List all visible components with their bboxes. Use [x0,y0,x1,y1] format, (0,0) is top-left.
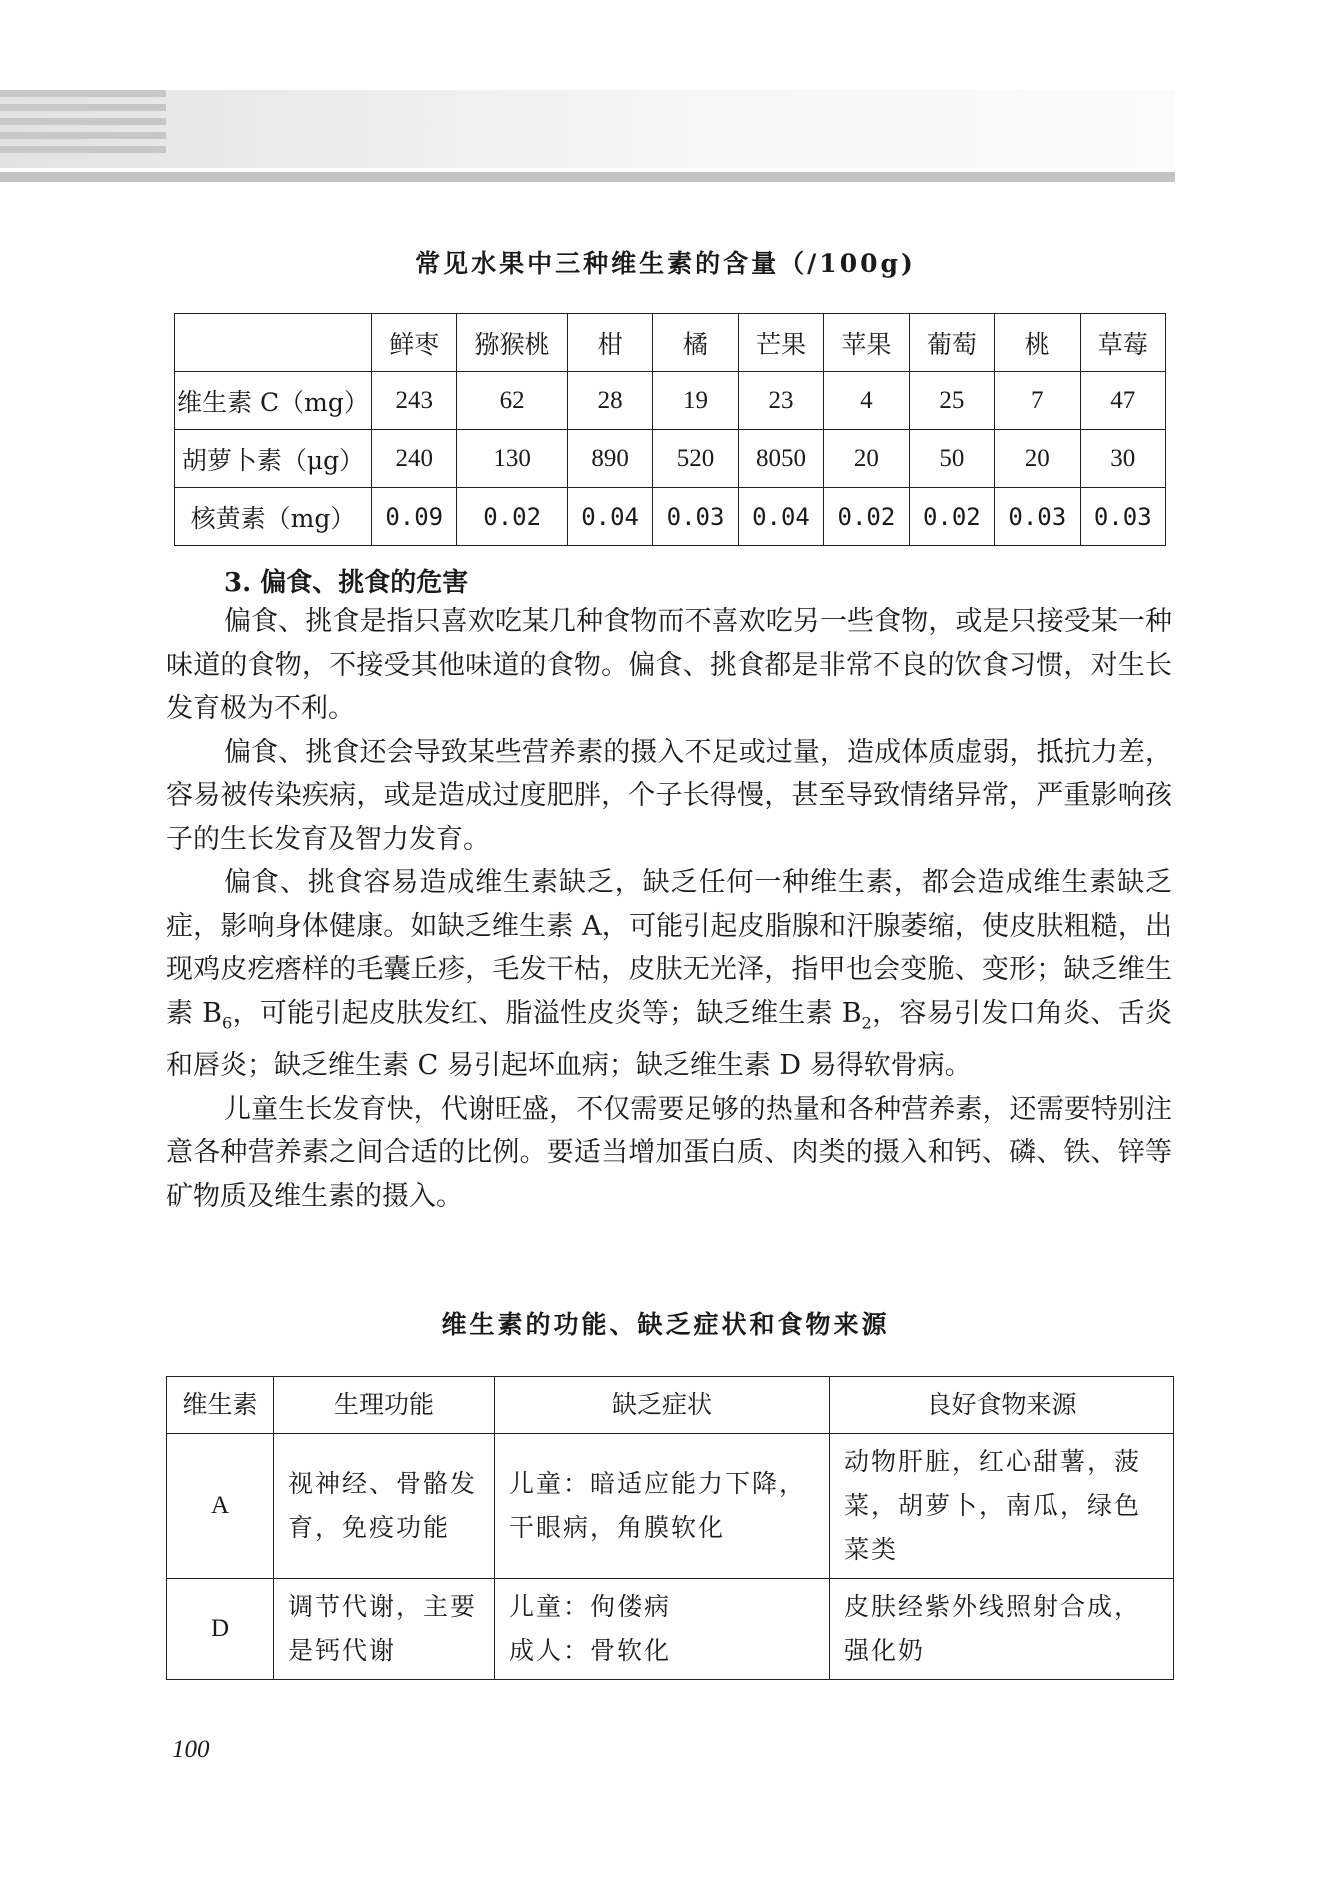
subscript: 2 [861,1012,872,1032]
vitamin-name: A [167,1434,274,1579]
source-cell: 动物肝脏，红心甜薯，菠菜，胡萝卜，南瓜，绿色菜类 [830,1434,1174,1579]
table1-corner [175,314,372,372]
header-rule [0,172,1175,182]
table-cell: 0.09 [372,488,457,546]
table-cell: 25 [909,372,994,430]
table-cell: 8050 [738,430,823,488]
table-cell: 0.04 [567,488,652,546]
page-number: 100 [172,1736,210,1763]
deficiency-cell [495,1434,830,1579]
vitamin-name: D [167,1579,274,1680]
table-cell: 30 [1080,430,1165,488]
table-cell: 520 [653,430,738,488]
table-cell: 130 [457,430,567,488]
col-header: 良好食物来源 [830,1377,1174,1434]
table-cell: 19 [653,372,738,430]
col-header: 芒果 [738,314,823,372]
row-header: 维生素 C（mg） [175,372,372,430]
paragraph-segment: 偏食、挑食容易造成维生素缺乏，缺乏任何一种维生素，都会造成维生素缺乏症，影响身体健康。如缺乏维生素 A，可能引起皮脂腺和汗腺萎缩，使皮肤粗糙，出现鸡皮疙瘩样的毛囊丘疹，毛发干枯，皮肤无光泽，指甲也会变脆、变形；缺乏维生素 B [166,867,1172,1029]
table-cell: 0.03 [653,488,738,546]
col-header: 柑 [567,314,652,372]
table1-caption: 常见水果中三种维生素的含量（/100g) [415,249,916,278]
vitamin-content-table [174,313,1166,546]
col-header: 维生素 [167,1377,274,1434]
table2-caption: 维生素的功能、缺乏症状和食物来源 [441,1310,890,1339]
table-cell: 0.02 [824,488,909,546]
col-header: 猕猴桃 [457,314,567,372]
deficiency-line: 干眼病，角膜软化 [509,1513,726,1542]
deficiency-line: 儿童：佝偻病 [509,1592,672,1621]
table-cell: 0.03 [995,488,1080,546]
table-cell: 243 [372,372,457,430]
col-header: 葡萄 [909,314,994,372]
header-stripes [0,90,166,160]
deficiency-line: 成人：骨软化 [509,1636,672,1665]
table-cell: 62 [457,372,567,430]
col-header: 苹果 [824,314,909,372]
paragraph-segment: ，可能引起皮肤发红、脂溢性皮炎等；缺乏维生素 B [232,997,862,1029]
table-cell: 23 [738,372,823,430]
table-cell: 240 [372,430,457,488]
table-cell: 7 [995,372,1080,430]
table-cell: 4 [824,372,909,430]
col-header: 桃 [995,314,1080,372]
col-header: 生理功能 [274,1377,495,1434]
section-heading: 3. 偏食、挑食的危害 [224,568,469,598]
subscript: 6 [222,1012,233,1032]
table-cell: 20 [824,430,909,488]
function-cell: 视神经、骨骼发育，免疫功能 [274,1434,495,1579]
body-text [166,600,1172,1218]
table-cell: 28 [567,372,652,430]
paragraph: 偏食、挑食还会导致某些营养素的摄入不足或过量，造成体质虚弱，抵抗力差，容易被传染疾病，或是造成过度肥胖，个子长得慢，甚至导致情绪异常，严重影响孩子的生长发育及智力发育。 [166,736,1172,855]
table-cell: 0.02 [909,488,994,546]
source-cell: 皮肤经紫外线照射合成，强化奶 [830,1579,1174,1680]
paragraph: 偏食、挑食是指只喜欢吃某几种食物而不喜欢吃另一些食物，或是只接受某一种味道的食物，不接受其他味道的食物。偏食、挑食都是非常不良的饮食习惯，对生长发育极为不利。 [166,606,1172,724]
table-cell: 890 [567,430,652,488]
col-header: 草莓 [1080,314,1165,372]
paragraph [166,861,1172,1088]
table-cell: 20 [995,430,1080,488]
table-cell: 0.03 [1080,488,1165,546]
row-header: 核黄素（mg） [175,488,372,546]
deficiency-cell [495,1579,830,1680]
table-cell: 50 [909,430,994,488]
col-header: 鲜枣 [372,314,457,372]
table-cell: 0.04 [738,488,823,546]
table-cell: 47 [1080,372,1165,430]
table-cell: 0.02 [457,488,567,546]
paragraph-segment: ，容易引发口角炎、舌炎和唇炎；缺乏维生素 C 易引起坏血病；缺乏维生素 D 易得软骨病。 [166,997,1172,1082]
row-header: 胡萝卜素（μg） [175,430,372,488]
col-header: 橘 [653,314,738,372]
function-cell: 调节代谢，主要是钙代谢 [274,1579,495,1680]
col-header: 缺乏症状 [495,1377,830,1434]
deficiency-line: 儿童：暗适应能力下降， [509,1469,807,1498]
vitamin-function-table [166,1376,1174,1680]
header-band [0,90,1175,168]
paragraph: 儿童生长发育快，代谢旺盛，不仅需要足够的热量和各种营养素，还需要特别注意各种营养素之间合适的比例。要适当增加蛋白质、肉类的摄入和钙、磷、铁、锌等矿物质及维生素的摄入。 [166,1093,1172,1212]
